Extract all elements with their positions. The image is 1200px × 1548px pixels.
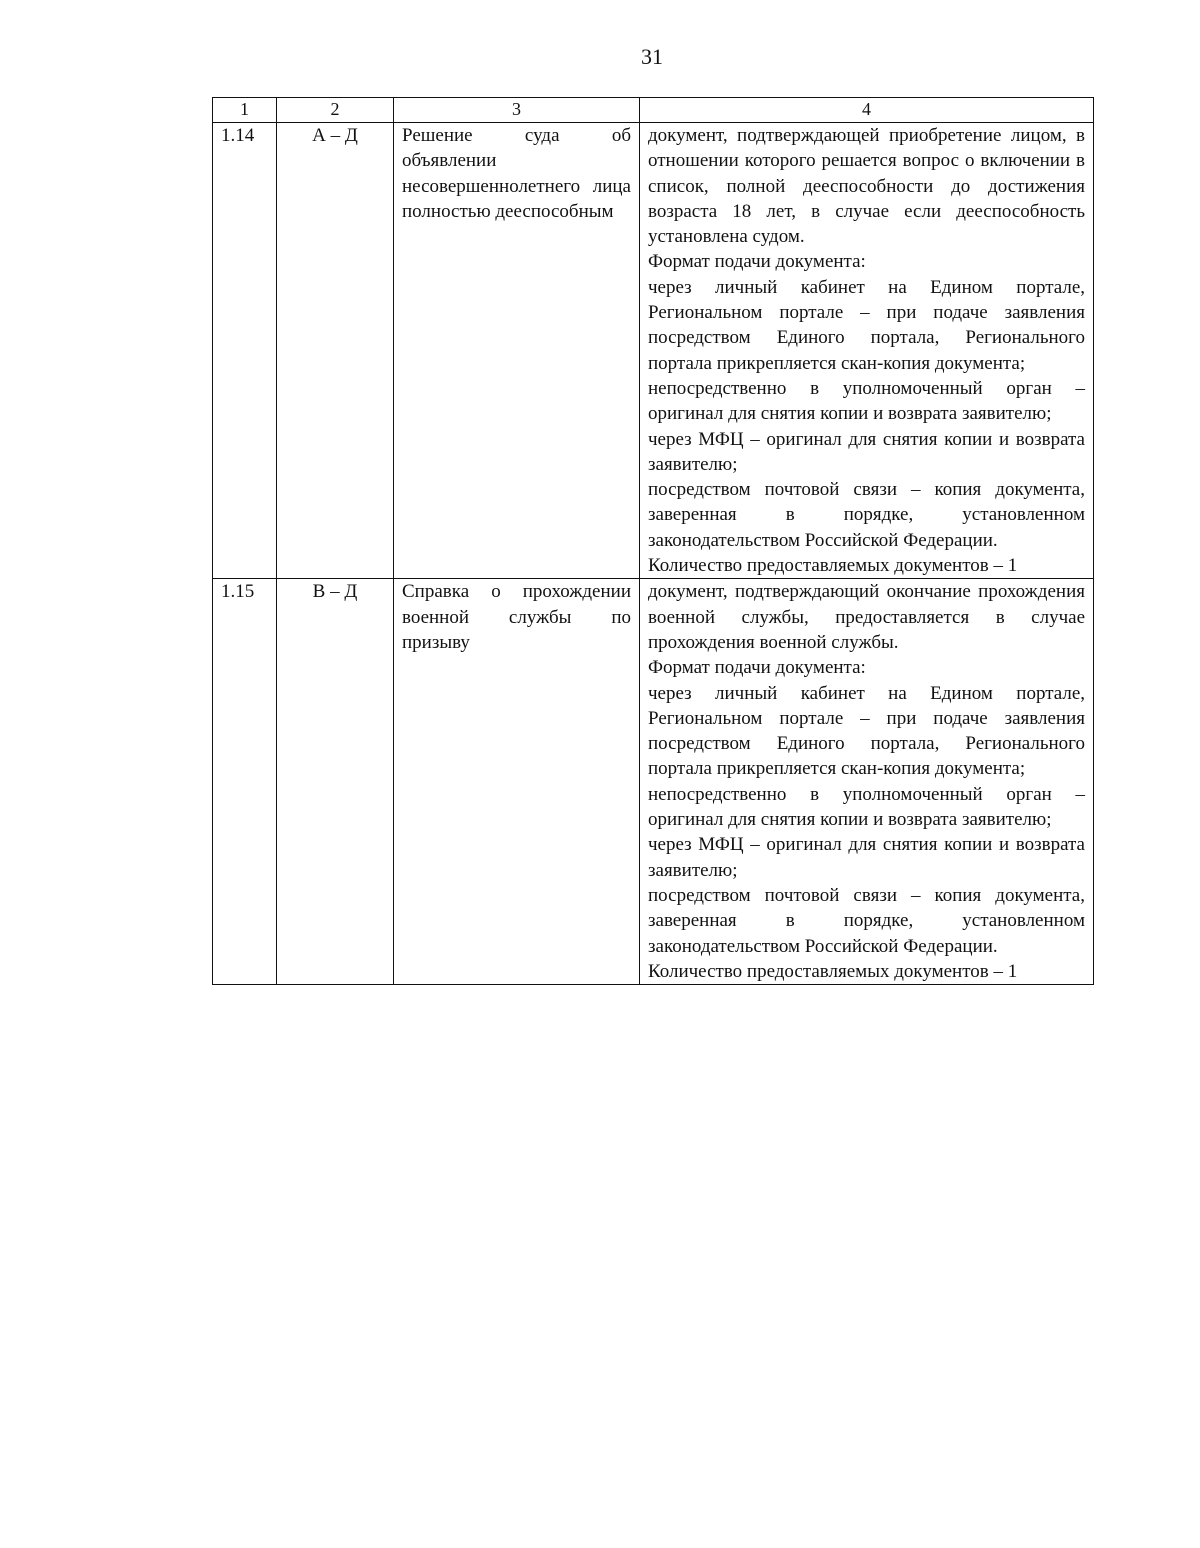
description-paragraph: Количество предоставляемых документов – 1 [648, 960, 1018, 982]
description-paragraph: посредством почтовой связи – копия документа, заверенная в порядке, установленном законодательством Российской Федерации. [648, 479, 1085, 551]
description-paragraph: посредством почтовой связи – копия документа, заверенная в порядке, установленном законодательством Российской Федерации. [648, 884, 1085, 957]
table-row [213, 579, 1094, 985]
description-paragraph: Формат подачи документа: [648, 251, 866, 273]
column-header-2: 2 [277, 98, 394, 123]
description-paragraph: через личный кабинет на Едином портале, Региональном портале – при подаче заявления посредством Единого портала, Регионального портала прикрепляется скан-копия документа; [648, 276, 1085, 374]
column-header-4: 4 [640, 98, 1094, 123]
document-table [212, 97, 1094, 985]
page-number: 31 [641, 44, 663, 69]
row-code: В – Д [277, 579, 394, 985]
row-title: Решение суда об объявлении несовершеннолетнего лица полностью дееспособным [394, 123, 640, 579]
row-description [640, 123, 1094, 579]
description-paragraph: через МФЦ – оригинал для снятия копии и возврата заявителю; [648, 834, 1085, 881]
row-code: А – Д [277, 123, 394, 579]
row-title: Справка о прохождении военной службы по призыву [394, 579, 640, 985]
description-paragraph: непосредственно в уполномоченный орган – оригинал для снятия копии и возврата заявителю; [648, 377, 1085, 425]
description-paragraph: документ, подтверждающий окончание прохождения военной службы, предоставляется в случае прохождения военной службы. [648, 581, 1085, 653]
table-header-row [213, 98, 1094, 123]
column-header-1: 1 [213, 98, 277, 123]
row-number: 1.15 [213, 579, 277, 985]
row-description [640, 579, 1094, 985]
description-paragraph: через МФЦ – оригинал для снятия копии и возврата заявителю; [648, 428, 1085, 475]
column-header-3: 3 [394, 98, 640, 123]
table-row [213, 123, 1094, 579]
description-paragraph: непосредственно в уполномоченный орган – оригинал для снятия копии и возврата заявителю; [648, 783, 1085, 831]
description-paragraph: через личный кабинет на Едином портале, Региональном портале – при подаче заявления посредством Единого портала, Регионального портала прикрепляется скан-копия документа; [648, 682, 1085, 780]
row-number: 1.14 [213, 123, 277, 579]
description-paragraph: Количество предоставляемых документов – 1 [648, 555, 1018, 577]
description-paragraph: Формат подачи документа: [648, 657, 866, 679]
description-paragraph: документ, подтверждающей приобретение лицом, в отношении которого решается вопрос о включении в список, полной дееспособности до достижения возраста 18 лет, в случае если дееспособность установлена судом. [648, 125, 1085, 248]
